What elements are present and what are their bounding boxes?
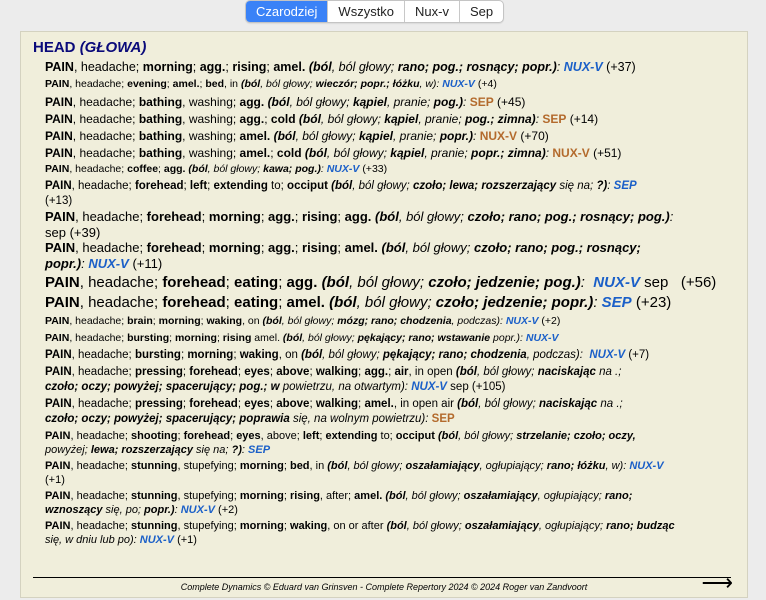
remedy-link[interactable]: NUX-V <box>442 78 475 90</box>
repertory-panel <box>20 31 748 598</box>
remedy-link[interactable]: NUX-V <box>589 349 626 361</box>
rubric-row[interactable]: PAIN, headache; bursting; morning; rising amel. (ból, ból głowy; pękający; rano; wstawanie popr.): NUX-V <box>45 332 559 344</box>
remedy-link[interactable]: NUX-V <box>505 315 539 327</box>
remedy-link[interactable]: NUX-V <box>326 163 360 175</box>
rubric-row[interactable]: PAIN, headache; forehead; eating; amel. (ból, ból głowy; czoło; jedzenie; popr.): SEP (+23) <box>45 294 672 311</box>
remedy-link[interactable]: SEP <box>601 294 632 311</box>
remedy-link[interactable]: SEP <box>542 112 567 126</box>
rubric-row[interactable]: PAIN, headache; stunning, stupefying; morning; waking, on or after (ból, ból głowy; oszałamiający, ogłupiający; rano; budząc się, w dniu lub po): NUX-V (+1) <box>45 520 675 546</box>
remedy-link[interactable]: NUX-V <box>479 129 518 143</box>
remedy-link[interactable]: NUX-V <box>629 460 664 472</box>
rubric-row[interactable]: PAIN, headache; morning; agg.; rising; amel. (ból, ból głowy; rano; pog.; rosnący; popr.): NUX-V (+37) <box>45 60 636 74</box>
chapter-title-pl: (GŁOWA) <box>79 39 147 56</box>
footer-copyright: Complete Dynamics © Eduard van Grinsven - Complete Repertory 2024 © 2024 Roger van Zandvoort <box>180 582 588 592</box>
chapter-title <box>33 39 146 56</box>
remedy-link[interactable]: SEP <box>431 412 455 425</box>
tab-bar <box>245 0 504 23</box>
remedy-link[interactable]: NUX-V <box>88 256 129 271</box>
rubric-row[interactable]: PAIN, headache; bathing, washing; agg.; cold (ból, ból głowy; kąpiel, pranie; pog.; zimna): SEP (+14) <box>45 112 599 126</box>
remedy-link[interactable]: NUX-V <box>552 146 590 160</box>
rubric-row[interactable]: PAIN, headache; coffee; agg. (ból, ból głowy; kawa; pog.): NUX-V (+33) <box>45 163 388 175</box>
remedy-link[interactable]: NUX-V <box>180 504 215 516</box>
remedy-link[interactable]: NUX-V <box>593 274 640 291</box>
rubric-row[interactable]: PAIN, headache; brain; morning; waking, on (ból, ból głowy; mózg; rano; chodzenia, podczas): NUX-V (+2) <box>45 315 561 327</box>
tab-nux-v[interactable]: Nux-v <box>404 1 459 22</box>
remedy-link[interactable]: NUX-V <box>411 380 447 393</box>
remedy-link[interactable]: SEP <box>469 95 494 109</box>
rubric-row[interactable]: PAIN, headache; bursting; morning; waking, on (ból, ból głowy; pękający; rano; chodzenia, podczas): NUX-V (+7) <box>45 349 650 361</box>
footer-divider <box>33 577 731 578</box>
rubric-row[interactable]: PAIN, headache; forehead; morning; agg.; rising; amel. (ból, ból głowy; czoło; rano; pog.; rosnący; popr.): NUX-V (+11) <box>45 240 641 271</box>
rubric-row[interactable]: PAIN, headache; forehead; left; extending to; occiput (ból, ból głowy; czoło; lewa; rozszerzający się na; ?): SEP (+13) <box>45 180 637 207</box>
rubric-row[interactable]: PAIN, headache; bathing, washing; amel.; cold (ból, ból głowy; kąpiel, pranie; popr.; zimna): NUX-V (+51) <box>45 146 622 160</box>
rubric-row[interactable]: PAIN, headache; bathing, washing; agg. (ból, ból głowy; kąpiel, pranie; pog.): SEP (+45) <box>45 95 526 109</box>
rubric-row[interactable]: PAIN, headache; forehead; morning; agg.; rising; agg. (ból, ból głowy; czoło; rano; pog.; rosnący; pog.): sep (+39) <box>45 209 674 240</box>
next-arrow-icon[interactable]: ⟶ <box>701 570 733 595</box>
remedy-link[interactable]: NUX-V <box>139 534 175 546</box>
rubric-row[interactable]: PAIN, headache; pressing; forehead; eyes; above; walking; agg.; air, in open (ból, ból głowy; naciskając na .; czoło; oczy; powyżej; spacerujący; pog.; w powietrzu, na otwartym): NUX-V sep (+105) <box>45 366 622 393</box>
remedy-link[interactable]: SEP <box>613 180 637 192</box>
tab-czarodziej[interactable]: Czarodziej <box>246 1 327 22</box>
remedy-link[interactable]: SEP <box>248 444 271 456</box>
rubric-row[interactable]: PAIN, headache; stunning, stupefying; morning; bed, in (ból, ból głowy; oszałamiający, ogłupiający; rano; łóżku, w): NUX-V (+1) <box>45 460 664 486</box>
rubric-row[interactable]: PAIN, headache; pressing; forehead; eyes; above; walking; amel., in open air (ból, ból głowy; naciskając na .; czoło; oczy; powyżej; spacerujący; poprawia się, na wolnym powietrzu): SEP <box>45 398 623 425</box>
tab-wszystko[interactable]: Wszystko <box>327 1 404 22</box>
remedy-link[interactable]: NUX-V <box>525 332 559 344</box>
rubric-row[interactable]: PAIN, headache; bathing, washing; amel. (ból, ból głowy; kąpiel, pranie; popr.): NUX-V (+70) <box>45 129 549 143</box>
chapter-title-en: HEAD <box>33 39 76 56</box>
rubric-row[interactable]: PAIN, headache; shooting; forehead; eyes, above; left; extending to; occiput (ból, ból głowy; strzelanie; czoło; oczy, powyżej; lewa; rozszerzający się na; ?): SEP <box>45 430 636 456</box>
rubric-row[interactable]: PAIN, headache; stunning, stupefying; morning; rising, after; amel. (ból, ból głowy; oszałamiający, ogłupiający; rano; wznoszący się, po; popr.): NUX-V (+2) <box>45 490 633 516</box>
rubric-row[interactable]: PAIN, headache; forehead; eating; agg. (ból, ból głowy; czoło; jedzenie; pog.): NUX-V sep (+56) <box>45 274 717 291</box>
rubric-row[interactable]: PAIN, headache; evening; amel.; bed, in (ból, ból głowy; wieczór; popr.; łóżku, w): NUX-V (+4) <box>45 78 497 90</box>
tab-sep[interactable]: Sep <box>459 1 503 22</box>
remedy-link[interactable]: NUX-V <box>563 60 603 74</box>
